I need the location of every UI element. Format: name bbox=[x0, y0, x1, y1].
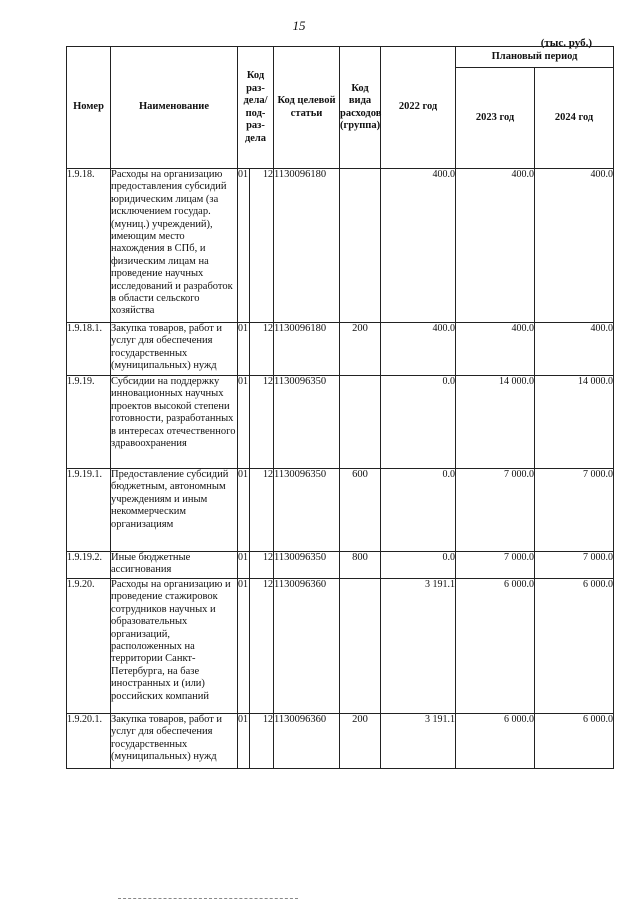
row-expense-type bbox=[340, 579, 381, 714]
row-number: 1.9.19. bbox=[67, 376, 111, 469]
row-subsection: 12 bbox=[250, 552, 274, 579]
header-target-code: Код целевой статьи bbox=[274, 47, 340, 169]
units-label: (тыс. руб.) bbox=[540, 37, 592, 49]
row-number: 1.9.19.2. bbox=[67, 552, 111, 579]
row-amount-2024: 400.0 bbox=[535, 323, 614, 376]
table-body bbox=[67, 169, 614, 769]
row-name: Расходы на организацию и проведение стажировок сотрудников научных и образовательных организаций, расположенных на территории Санкт-Петербурга, на базе иностранных и (или) российских компаний bbox=[111, 579, 238, 714]
row-number: 1.9.20. bbox=[67, 579, 111, 714]
row-amount-2024: 7 000.0 bbox=[535, 552, 614, 579]
row-name: Закупка товаров, работ и услуг для обеспечения государственных (муниципальных) нужд bbox=[111, 323, 238, 376]
table-row bbox=[67, 169, 614, 323]
row-name: Расходы на организацию предоставления субсидий юридическим лицам (за исключением государ. (муниц.) учреждений), имеющим место нахождения в СПб, и физическим лицам на проведение научных исследований и разработок в области сельского хозяйства bbox=[111, 169, 238, 323]
row-amount-2023: 7 000.0 bbox=[456, 469, 535, 552]
row-expense-type: 600 bbox=[340, 469, 381, 552]
row-expense-type bbox=[340, 169, 381, 323]
row-target-code: 1130096360 bbox=[274, 714, 340, 769]
row-expense-type bbox=[340, 376, 381, 469]
row-number: 1.9.19.1. bbox=[67, 469, 111, 552]
row-name: Иные бюджетные ассигнования bbox=[111, 552, 238, 579]
row-amount-2023: 14 000.0 bbox=[456, 376, 535, 469]
page-number: 15 bbox=[292, 18, 306, 33]
table-row bbox=[67, 376, 614, 469]
header-number: Номер bbox=[67, 47, 111, 169]
row-name: Предоставление субсидий бюджетным, автономным учреждениям и иным некоммерческим организациям bbox=[111, 469, 238, 552]
row-amount-2022: 3 191.1 bbox=[381, 579, 456, 714]
row-subsection: 12 bbox=[250, 714, 274, 769]
row-expense-type: 200 bbox=[340, 714, 381, 769]
header-expense-code: Код вида расходов (группа) bbox=[340, 47, 381, 169]
row-amount-2023: 6 000.0 bbox=[456, 579, 535, 714]
footer-mark bbox=[118, 898, 298, 901]
row-target-code: 1130096180 bbox=[274, 323, 340, 376]
row-amount-2022: 400.0 bbox=[381, 169, 456, 323]
row-section: 01 bbox=[238, 552, 250, 579]
row-subsection: 12 bbox=[250, 579, 274, 714]
row-amount-2023: 400.0 bbox=[456, 169, 535, 323]
table-row bbox=[67, 552, 614, 579]
row-target-code: 1130096350 bbox=[274, 552, 340, 579]
row-amount-2024: 7 000.0 bbox=[535, 469, 614, 552]
table-row bbox=[67, 714, 614, 769]
header-name: Наименование bbox=[111, 47, 238, 169]
row-amount-2023: 6 000.0 bbox=[456, 714, 535, 769]
row-expense-type: 200 bbox=[340, 323, 381, 376]
row-amount-2022: 0.0 bbox=[381, 469, 456, 552]
table-row bbox=[67, 579, 614, 714]
row-amount-2022: 400.0 bbox=[381, 323, 456, 376]
row-amount-2024: 14 000.0 bbox=[535, 376, 614, 469]
row-amount-2024: 6 000.0 bbox=[535, 714, 614, 769]
row-subsection: 12 bbox=[250, 169, 274, 323]
row-amount-2024: 6 000.0 bbox=[535, 579, 614, 714]
row-section: 01 bbox=[238, 169, 250, 323]
row-section: 01 bbox=[238, 714, 250, 769]
header-2022: 2022 год bbox=[381, 47, 456, 169]
row-number: 1.9.20.1. bbox=[67, 714, 111, 769]
header-2024: 2024 год bbox=[535, 68, 614, 169]
header-2023: 2023 год bbox=[456, 68, 535, 169]
row-name: Субсидии на поддержку инновационных научных проектов высокой степени готовности, разработанных в интересах отечественного здравоохранения bbox=[111, 376, 238, 469]
row-section: 01 bbox=[238, 376, 250, 469]
row-subsection: 12 bbox=[250, 469, 274, 552]
row-name: Закупка товаров, работ и услуг для обеспечения государственных (муниципальных) нужд bbox=[111, 714, 238, 769]
row-number: 1.9.18. bbox=[67, 169, 111, 323]
table-row bbox=[67, 469, 614, 552]
header-plan-period: Плановый период bbox=[456, 47, 614, 68]
row-section: 01 bbox=[238, 323, 250, 376]
row-target-code: 1130096180 bbox=[274, 169, 340, 323]
row-section: 01 bbox=[238, 579, 250, 714]
row-amount-2022: 3 191.1 bbox=[381, 714, 456, 769]
table-row bbox=[67, 323, 614, 376]
row-amount-2023: 400.0 bbox=[456, 323, 535, 376]
row-target-code: 1130096350 bbox=[274, 376, 340, 469]
header-section-code: Код раз-дела/ под-раз-дела bbox=[238, 47, 274, 169]
row-target-code: 1130096360 bbox=[274, 579, 340, 714]
row-subsection: 12 bbox=[250, 376, 274, 469]
row-subsection: 12 bbox=[250, 323, 274, 376]
row-amount-2022: 0.0 bbox=[381, 376, 456, 469]
row-amount-2024: 400.0 bbox=[535, 169, 614, 323]
row-section: 01 bbox=[238, 469, 250, 552]
row-amount-2022: 0.0 bbox=[381, 552, 456, 579]
row-number: 1.9.18.1. bbox=[67, 323, 111, 376]
row-expense-type: 800 bbox=[340, 552, 381, 579]
row-target-code: 1130096350 bbox=[274, 469, 340, 552]
budget-table bbox=[66, 46, 614, 769]
row-amount-2023: 7 000.0 bbox=[456, 552, 535, 579]
